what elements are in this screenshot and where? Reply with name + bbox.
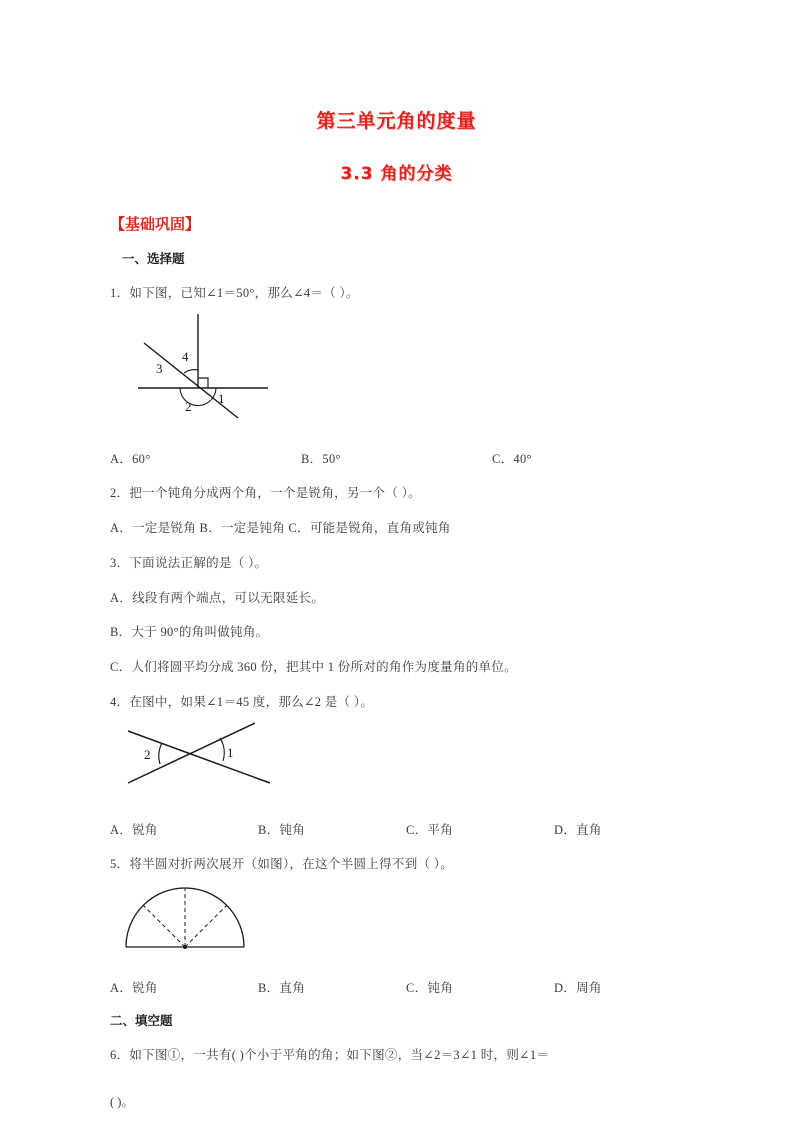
section-heading-fill: 二、填空题 — [110, 1012, 173, 1028]
option-c[interactable]: C．平角 — [406, 823, 454, 837]
option-c[interactable]: C．钝角 — [406, 980, 454, 995]
semicircle-svg — [110, 879, 440, 955]
option-b[interactable]: B．钝角 — [258, 823, 306, 837]
crossed-lines-figure — [110, 711, 683, 802]
angle-label-4: 4 — [182, 348, 189, 364]
arc-angle-4 — [184, 370, 198, 373]
angle-figure-1-svg — [110, 308, 440, 426]
page-subtitle: 3.3 角的分类 — [340, 164, 453, 184]
question-1-options — [110, 431, 683, 467]
section-heading-basic: 【基础巩固】 — [110, 215, 201, 233]
question-3-option-c[interactable]: C．人们将圆平均分成 360 份，把其中 1 份所对的角作为度量角的单位。 — [110, 660, 517, 675]
question-2-options[interactable]: A．一定是锐角 B．一定是钝角 C．可能是锐角，直角或钝角 — [110, 520, 451, 535]
question-3-option-b[interactable]: B．大于 90°的角叫做钝角。 — [110, 625, 269, 640]
question-2-text: 2．把一个钝角分成两个角，一个是锐角，另一个（ ）。 — [110, 485, 421, 500]
question-5-options — [110, 960, 683, 996]
option-b[interactable]: B．直角 — [258, 980, 306, 995]
angle-label-2: 2 — [185, 398, 192, 414]
radius-45-deg — [185, 905, 227, 947]
question-6-text: 6．如下图①，一共有( )个小于平角的角；如下图②，当∠2＝3∠1 时，则∠1＝ — [110, 1047, 550, 1062]
option-b[interactable]: B．50° — [301, 451, 341, 466]
option-a[interactable]: A．60° — [110, 451, 151, 466]
section-heading-choice: 一、选择题 — [122, 251, 185, 266]
arc-angle-2 — [159, 743, 162, 764]
question-4-text: 4．在图中，如果∠1＝45 度，那么∠2 是（ ）。 — [110, 695, 374, 710]
option-a[interactable]: A．锐角 — [110, 823, 158, 837]
angle-label-3: 3 — [156, 360, 163, 376]
semicircle-figure — [110, 873, 683, 960]
angle-label-2: 2 — [144, 747, 151, 762]
center-point — [183, 945, 187, 949]
question-5-text: 5．将半圆对折两次展开（如图），在这个半圆上得不到（ ）。 — [110, 857, 454, 871]
question-3-text: 3．下面说法正解的是（ ）。 — [110, 555, 268, 570]
option-c[interactable]: C．40° — [492, 451, 532, 466]
question-3-option-a[interactable]: A．线段有两个端点，可以无限延长。 — [110, 590, 325, 605]
question-4-options — [110, 802, 683, 838]
question-6-text-continued: ( )。 — [110, 1095, 134, 1110]
arc-angle-1 — [220, 738, 224, 761]
option-a[interactable]: A．锐角 — [110, 980, 158, 995]
page-title: 第三单元角的度量 — [316, 110, 477, 132]
question-1-text: 1．如下图，已知∠1＝50°，那么∠4＝（ ）。 — [110, 286, 359, 300]
crossed-lines-svg — [110, 717, 440, 797]
option-d[interactable]: D．直角 — [554, 823, 602, 837]
angle-label-1: 1 — [227, 745, 234, 760]
radius-135-deg — [143, 905, 185, 947]
angle-figure-1 — [110, 302, 683, 431]
angle-label-1: 1 — [218, 390, 225, 406]
option-d[interactable]: D．周角 — [554, 980, 602, 995]
